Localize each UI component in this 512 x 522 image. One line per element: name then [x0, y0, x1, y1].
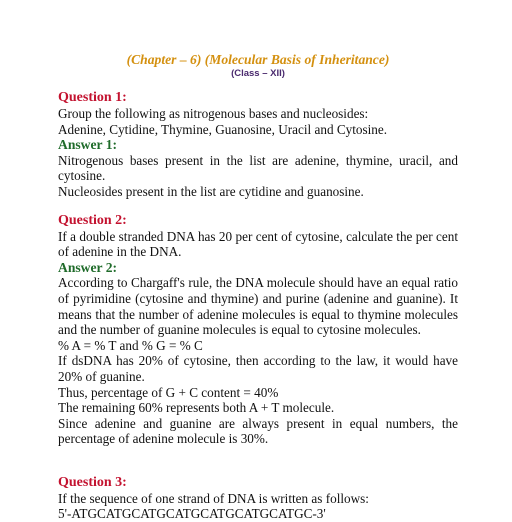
question-1-heading: Question 1:: [58, 90, 127, 105]
answer-1-paragraph: Nitrogenous bases present in the list are adenine, thymine, uracil, and cytosine.: [58, 152, 458, 184]
question-1-line: Group the following as nitrogenous bases and nucleosides:: [58, 106, 369, 121]
answer-2-equation: % A = % T and % G = % C: [58, 337, 203, 353]
question-3-line: If the sequence of one strand of DNA is written as follows:: [58, 490, 369, 506]
dna-sequence: 5'-ATGCATGCATGCATGCATGCATGCATGC-3': [58, 506, 326, 522]
answer-2-heading: Answer 2:: [58, 259, 118, 275]
answer-2-paragraph: Thus, percentage of G + C content = 40%: [58, 384, 279, 400]
answer-1-paragraph: Nucleosides present in the list are cytidine and guanosine.: [58, 183, 364, 199]
chapter-title: (Chapter – 6) (Molecular Basis of Inheritance): [126, 52, 390, 67]
question-2-section: [58, 213, 458, 447]
answer-2-paragraph: If dsDNA has 20% of cytosine, then according to the law, it would have 20% of guanine.: [58, 353, 458, 384]
question-1-line: Adenine, Cytidine, Thymine, Guanosine, Uracil and Cytosine.: [58, 121, 388, 137]
answer-1-heading: Answer 1:: [58, 137, 118, 153]
class-label: (Class – XII): [231, 68, 285, 79]
question-2-line: If a double stranded DNA has 20 per cent of cytosine, calculate the per cent of adenine in the DNA.: [58, 228, 458, 260]
question-1-section: [58, 90, 458, 200]
answer-2-paragraph: Since adenine and guanine are always present in equal numbers, the percentage of adenine molecule is 30%.: [58, 415, 458, 447]
question-2-heading: Question 2:: [58, 212, 127, 228]
answer-2-paragraph: The remaining 60% represents both A + T molecule.: [58, 400, 335, 416]
answer-2-paragraph: According to Chargaff's rule, the DNA molecule should have an equal ratio of pyrimidine (cytosine and thymine) and purine (adenine and guanine). It means that the number of adenine molecules is equal to thymine molecules and the number of guanine molecules is equal to cytosine molecules.: [58, 275, 458, 338]
question-3-heading: Question 3:: [58, 474, 127, 490]
question-3-section: [58, 475, 458, 522]
